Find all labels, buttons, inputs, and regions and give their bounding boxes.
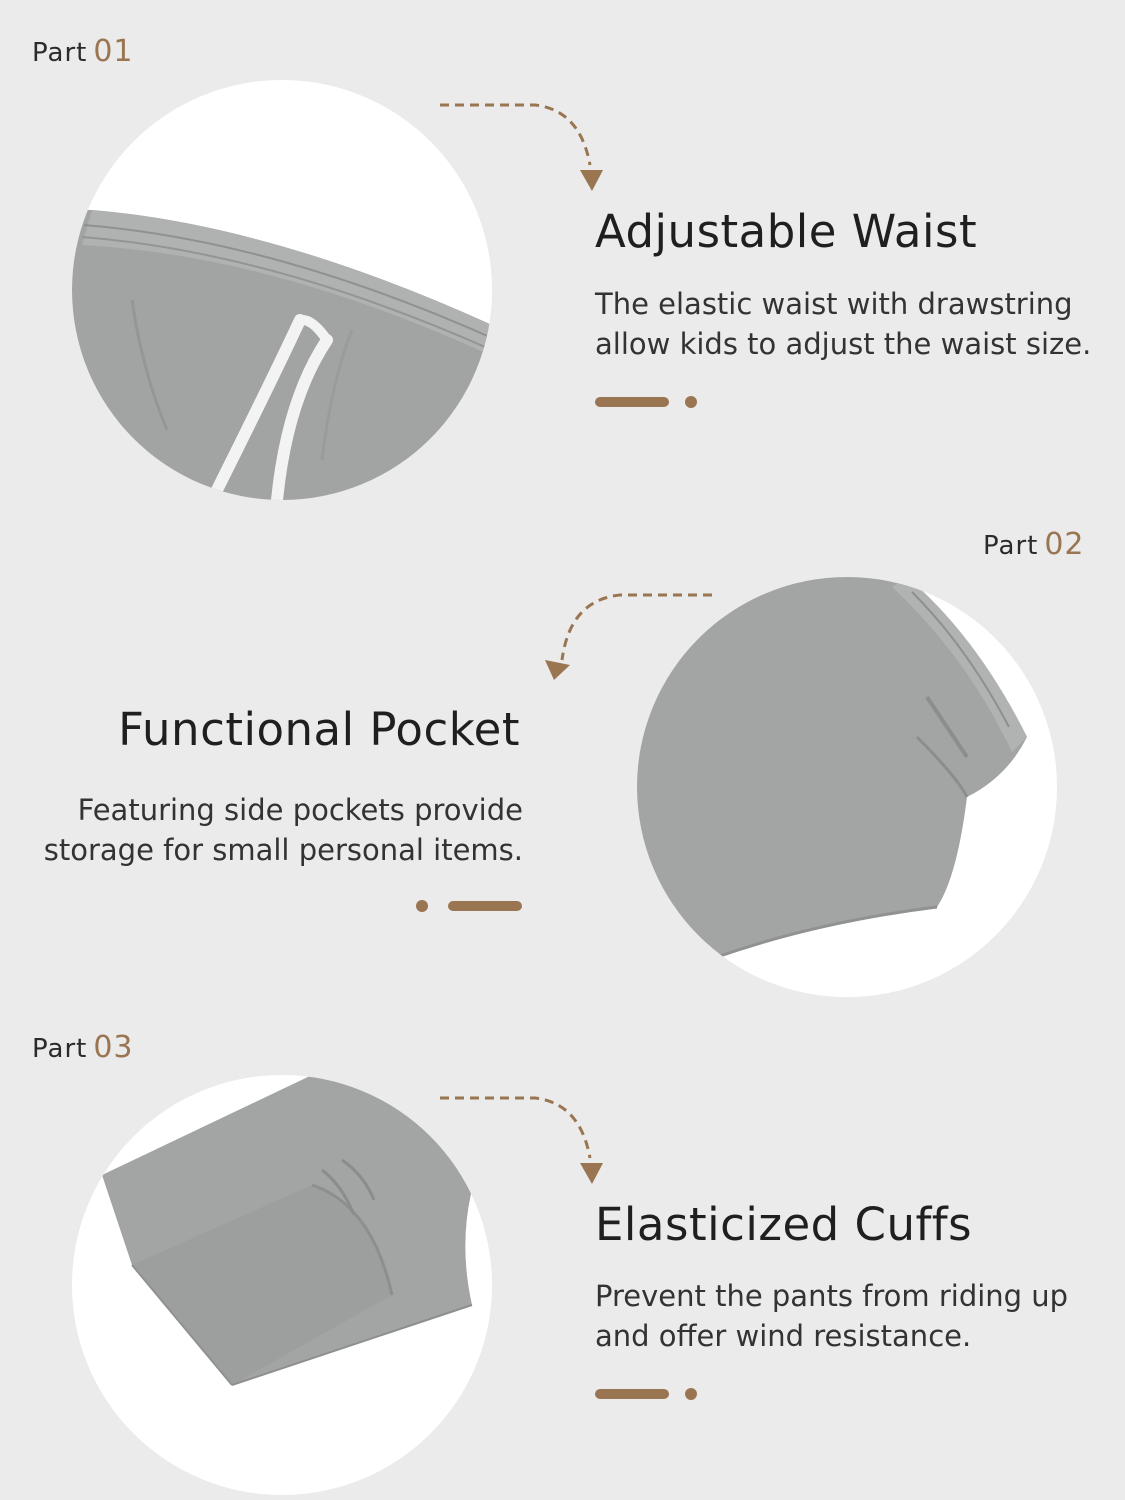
part-word: Part bbox=[32, 38, 88, 68]
waistband-image bbox=[72, 80, 492, 500]
side-pocket-illustration bbox=[637, 577, 1057, 997]
decorative-dot bbox=[685, 1388, 697, 1400]
cuff-image bbox=[72, 1075, 492, 1495]
decorative-bar bbox=[595, 1389, 669, 1399]
section-title: Adjustable Waist bbox=[595, 205, 978, 258]
decorative-dot bbox=[416, 900, 428, 912]
section-description-line: The elastic waist with drawstring bbox=[595, 287, 1073, 321]
section-description-line: Prevent the pants from riding up bbox=[595, 1279, 1069, 1313]
curved-arrow-icon bbox=[435, 1088, 610, 1188]
section-description-line: allow kids to adjust the waist size. bbox=[595, 327, 1092, 361]
curved-arrow-icon bbox=[435, 95, 610, 195]
section-description-line: Featuring side pockets provide bbox=[77, 793, 523, 827]
decorative-bar bbox=[448, 901, 522, 911]
part-number: 01 bbox=[93, 34, 134, 69]
pocket-image bbox=[637, 577, 1057, 997]
decorative-bar-dot bbox=[414, 901, 524, 911]
part-word: Part bbox=[32, 1034, 88, 1064]
decorative-dot bbox=[685, 396, 697, 408]
section-description-line: storage for small personal items. bbox=[43, 833, 523, 867]
part-number: 02 bbox=[1044, 527, 1085, 562]
part-label-02 bbox=[983, 527, 1085, 562]
section-description-line: and offer wind resistance. bbox=[595, 1319, 972, 1353]
part-label-03 bbox=[32, 1030, 134, 1065]
waistband-drawstring-illustration bbox=[72, 80, 492, 500]
ankle-cuff-illustration bbox=[72, 1075, 492, 1495]
decorative-bar-dot bbox=[595, 1389, 705, 1399]
part-word: Part bbox=[983, 531, 1039, 561]
decorative-bar-dot bbox=[595, 397, 705, 407]
part-number: 03 bbox=[93, 1030, 134, 1065]
part-label-01 bbox=[32, 34, 134, 69]
section-title: Elasticized Cuffs bbox=[595, 1198, 973, 1251]
decorative-bar bbox=[595, 397, 669, 407]
section-title: Functional Pocket bbox=[118, 703, 520, 756]
